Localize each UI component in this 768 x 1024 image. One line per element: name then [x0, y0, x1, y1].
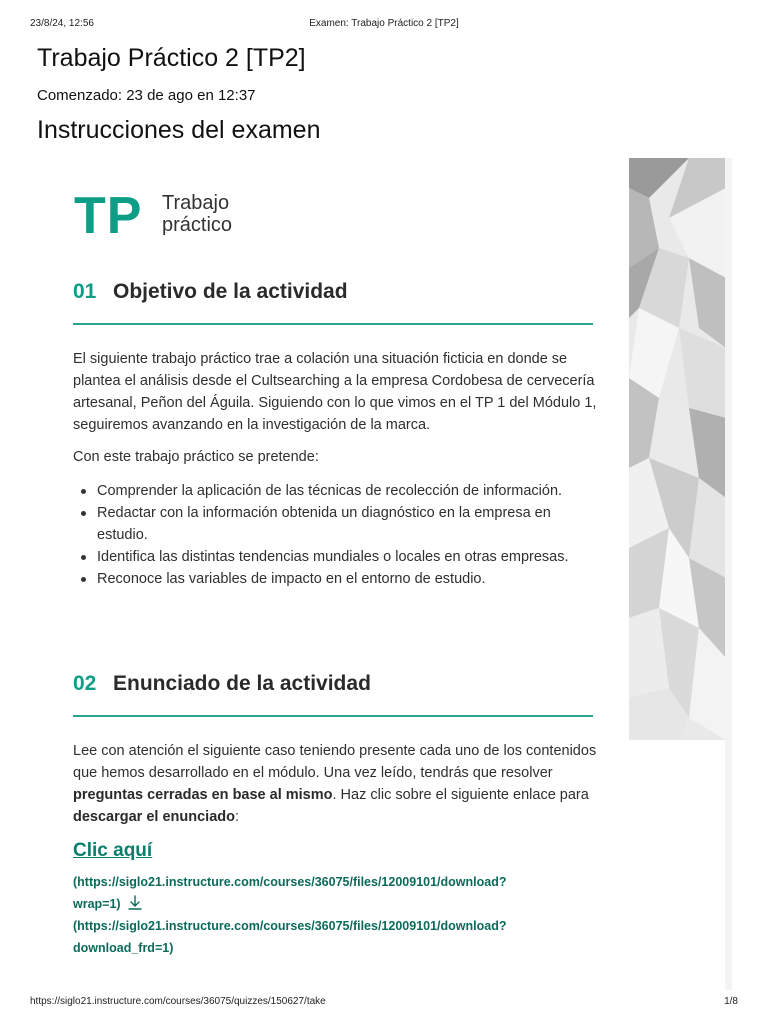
section-02-text-2: . Haz clic sobre el siguiente enlace para	[332, 787, 589, 803]
section-02-text-1: Lee con atención el siguiente caso teniendo presente cada uno de los contenidos que hemos desarrollado en el módulo. Una vez leído, tendrás que resolver	[73, 743, 597, 781]
section-01-paragraph: El siguiente trabajo práctico trae a colación una situación ficticia en donde se plantea el análisis desde el Cultsearching a la empresa Cordobesa de cervecería artesanal, Peñon del Águila. Siguiendo con lo que vimos en el TP 1 del Módulo 1, seguiremos avanzando en la investigación de la marca.	[73, 351, 597, 433]
tp-logo-line1: Trabajo	[162, 192, 230, 214]
geometric-pattern	[629, 158, 726, 740]
started-timestamp: Comenzado: 23 de ago en 12:37	[37, 87, 256, 104]
section-02-divider	[73, 715, 593, 717]
download-url-line-4[interactable]: download_frd=1)	[73, 941, 174, 955]
download-urls[interactable]	[73, 871, 593, 959]
print-doc-title: Examen: Trabajo Práctico 2 [TP2]	[309, 18, 459, 29]
section-01-divider	[73, 323, 593, 325]
section-01-number: 01	[73, 280, 97, 303]
print-header	[30, 18, 738, 32]
section-02-text-3: :	[234, 809, 240, 825]
download-link[interactable]: Clic aquí	[73, 840, 153, 861]
list-item: Comprender la aplicación de las técnicas de recolección de información.	[73, 480, 601, 502]
instructions-heading: Instrucciones del examen	[37, 116, 321, 144]
print-footer	[30, 996, 738, 1010]
section-01-title: Objetivo de la actividad	[113, 280, 348, 303]
section-01-intro: Con este trabajo práctico se pretende:	[73, 449, 319, 465]
instructions-content	[56, 158, 726, 978]
download-url-line-2-wrap[interactable]	[73, 893, 593, 915]
list-item: Redactar con la información obtenida un diagnóstico en la empresa en estudio.	[73, 502, 601, 546]
section-02-bold-2: descargar el enunciado	[73, 809, 235, 825]
print-datetime: 23/8/24, 12:56	[30, 18, 94, 29]
section-02-number: 02	[73, 672, 97, 695]
list-item: Reconoce las variables de impacto en el entorno de estudio.	[73, 568, 601, 590]
side-strip	[725, 158, 732, 990]
download-url-line-3[interactable]: (https://siglo21.instructure.com/courses/36075/files/12009101/download?	[73, 919, 507, 933]
download-url-line-2[interactable]: wrap=1)	[73, 897, 121, 911]
tp-logo-mark: TP	[74, 187, 143, 245]
tp-logo-wordmark	[162, 192, 232, 236]
section-02-title: Enunciado de la actividad	[113, 672, 371, 695]
decorative-side-image	[629, 158, 726, 740]
quiz-title: Trabajo Práctico 2 [TP2]	[37, 44, 306, 72]
download-url-line-1[interactable]: (https://siglo21.instructure.com/courses/36075/files/12009101/download?	[73, 875, 507, 889]
footer-url: https://siglo21.instructure.com/courses/36075/quizzes/150627/take	[30, 996, 326, 1007]
section-02-paragraph	[73, 740, 601, 828]
download-icon[interactable]	[127, 895, 143, 911]
section-02-bold-1: preguntas cerradas en base al mismo	[73, 787, 333, 803]
footer-page-number: 1/8	[724, 996, 738, 1007]
list-item: Identifica las distintas tendencias mundiales o locales en otras empresas.	[73, 546, 601, 568]
objectives-list	[73, 480, 601, 590]
tp-logo-line2: práctico	[162, 214, 233, 236]
